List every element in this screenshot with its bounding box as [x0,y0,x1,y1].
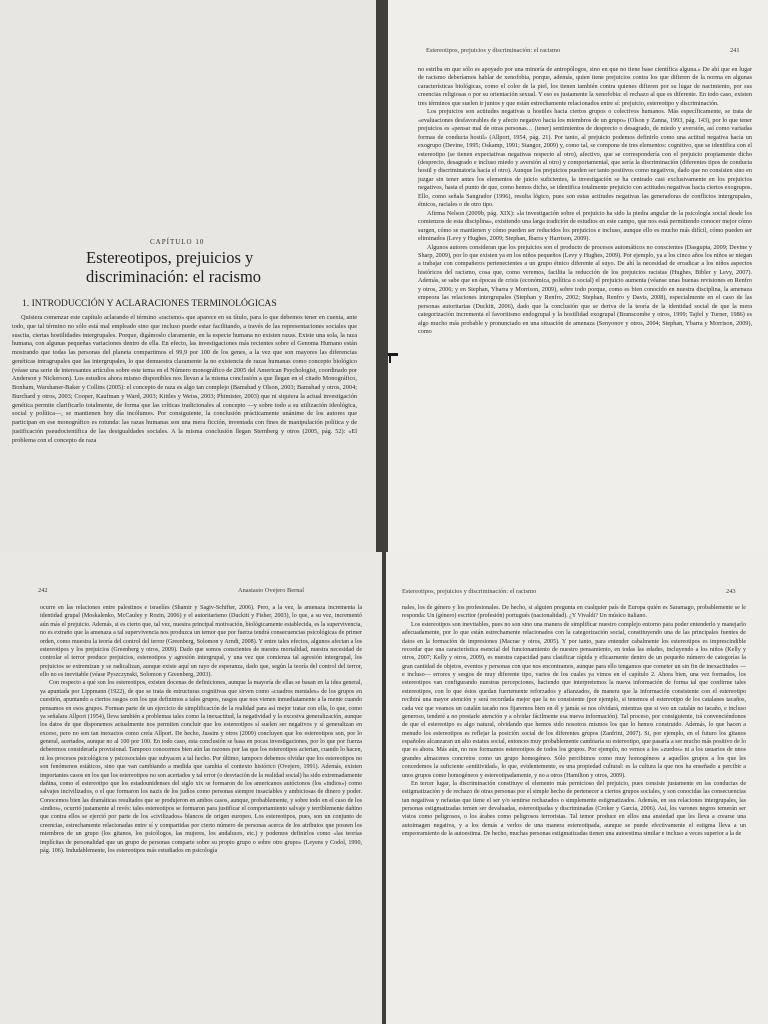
page-body-text [40,604,362,1021]
page-241 [388,0,768,552]
chapter-body-text [12,314,357,548]
page-number: 243 [726,588,736,595]
paragraph: Los prejuicios son actitudes negativas u hostiles hacia ciertos grupos o colectivos humanos. Más específicamente, se trata de «evaluaciones desfavorables de y afecto negativo hacia los miembros de un grupo» (Olson y Zanna, 1993, pág. 143), por lo que tener prejuicios es «pensar mal de otras personas… (tener) sentimientos de desprecio o desagrado, de miedo y aversión, así como variadas formas de conducta hostil» (Allport, 1954, pág. 21). Por tanto, al prejuicio podemos definirlo como una actitud negativa hacia un exogrupo (Devine, 1995; Oskamp, 1991; Stangor, 2009) y, como tal, se compone de tres elementos: cognitivo, que se identifica con el estereotipo (se tienen expectativas negativas respecto al otro), afectivo, que se correspondería con el prejuicio propiamente dicho (desprecio, desagrado e incluso miedo y aversión al otro) y comportamental, que sería la discriminación (diferentes tipos de conducta hostil y discriminatoria hacia el otro). Aunque los prejuicios pueden ser tanto positivos como negativos, dado que no consisten sino en juzgar sin tener antes los elementos de juicio suficientes, la investigación se ha centrado casi exclusivamente en los prejuicios negativos, hasta el punto de que, como hemos dicho, se identifica totalmente prejuicio con actitudes negativas hacia ciertos exogrupos. Ello, como señala Sangrador (1996), resulta lógico, pues son estas actitudes negativas las generadoras de conflictos intergrupales, étnicos, raciales o de otro tipo. [418,108,752,209]
page-number: 241 [730,47,740,54]
paragraph: nales, los de género y los profesionales. De hecho, si alguien pregunta en cualquier país de Europa quién es Saramago, probablemente se le responda: Un (género) escritor (profesión) portugués (nacionalidad). ¿Y Vivaldi? Un músico italiano. [402,605,746,620]
section-title: 1. INTRODUCCIÓN Y ACLARACIONES TERMINOLÓGICAS [22,298,277,309]
running-head: Anastasio Ovejero Bernal [238,587,305,594]
chapter-opening-page [0,0,376,552]
paragraph: no estriba en que sólo es apoyado por una minoría de antropólogos, sino en que no tiene base científica alguna.» De ahí que en lugar de racismo deberíamos hablar de xenofobia, porque, además, quien tiene prejuicios contra los que difieren de la norma en algunas características biológicas, como el color de la piel, los tienen también contra quienes difieren por su lugar de nacimiento, por sus creencias religiosas o por su orientación sexual. Y eso es justamente la xenofobia: el rechazo al que es diferente. En todo caso, existen tres términos que suelen ir juntos y que están estrechamente relacionados entre sí: prejuicio, estereotipo y discriminación. [418,66,752,107]
book-gutter-top [376,0,388,552]
paragraph: Algunos autores consideran que los prejuicios son el producto de procesos automáticos no conscientes (Dasgupta, 2009; Devine y Sharp, 2009), por lo que existen ya en los niños pequeños (Levy y Hughes, 2009). Por ejemplo, ya a los cinco años los niños se niegan a trabajar con compañeros pertenecientes a un grupo étnico diferente al suyo. De ahí la necesidad de erradicar a los niños aspectos históricos del racismo, cosa que, como veremos, facilita la reducción de los prejuicios racistas (Hughes, Bibler y Levy, 2007). Además, se sabe que en épocas de crisis (económica, política o social) el prejuicio aumenta (véanse unas buenas revisiones en Renfro y otros, 2006; y en Stephan, Ybarra y Morrison, 2009), sobre todo porque, como es bien conocido en nuestra disciplina, la amenaza empeora las relaciones intergrupales (Stephan y Renfro, 2002; Stephan, Renfro y Davis, 2008), especialmente en el caso de las personas autoritarias (Duckitt, 2006), dado que la conclusión que se deriva de la teoría de la identidad social de que la mera categorización incrementa el favoritismo endogrupal y la hostilidad exogrupal (Branscombe y otros, 1999; Tajfel y Turner, 1986) es algo mucho más probable y pronunciado en una situación de amenaza (Senyonov y otros, 2004; Stephan, Ybarra y Morrison, 2009), como [418,243,752,336]
page-242 [0,552,382,1024]
registration-mark [388,353,398,356]
chapter-label: CAPÍTULO 10 [150,238,205,246]
paragraph: Afirma Nelson (2009b, pág. XIX): «la investigación sobre el prejuicio ha sido la piedra angular de la psicología social desde los comienzos de esta disciplina», existiendo una larga tradición de estudios en este campo, que nos está permitiendo conocer mejor cómo surgen, cómo se mantienen y cómo pueden ser reducidos los prejuicios e incluso, aunque ello es mucho más difícil, cómo pueden ser eliminados (Levy y Hughes, 2009; Stephan, Ibarra y Harrison, 2009). [418,209,752,243]
paragraph: Los estereotipos son inevitables, pues no son sino una manera de simplificar nuestro complejo entorno para poder entenderlo y manejarlo adecuadamente, por lo que están estrechamente relacionados con la categorización social, constituyendo una de las principales fuentes de datos en la formación de impresiones (Macrae y otros, 2005). Y por tanto, para entender cabalmente los estereotipos es imprescindible recordar que una característica esencial del funcionamiento de nuestro pensamiento, en todas las edades, incluyendo a los niños (Kelly y otros, 2007; Kelly y otros, 2009), es nuestra capacidad para clasificar rápida y eficazmente dentro de un pequeño número de categorías la gran cantidad de objetos, eventos y personas con que nos encontramos, aunque para ello tengamos que cometer un sin fin de inexactitudes —e incluso— errores y sesgos de muy diferente tipo, varios de los cuales ya vimos en el capítulo 2. Ahora bien, una vez formados, los estereotipos van configurando nuestras percepciones, haciendo que interpretemos la nueva información de forma tal que confirme tales estereotipos, con lo que éstos quedan fuertemente reforzados y afianzados, de manera que la información consistente con el estereotipo recibirá una mayor atención y será recordada mejor que la no consistente (por ejemplo, si tenemos el estereotipo de los catalanes tacaños, cada vez que veamos un catalán tacaño nos fijaremos bien en él y jamás se nos olvidará, mientras que si veo un catalán no tacaño, e incluso generoso, tenderé a no prestarle atención y a olvidar fácilmente esa nueva información). Tal proceso, por consiguiente, irá convenciéndonos de que el estereotipo es algo natural, olvidando que hemos sido nosotros mismos los que lo hemos construido. Además, lo que hacen a menudo los estereotipos es reflejar la posición social de los diferentes grupos (Zanfrini, 2007). Si, por ejemplo, en el futuro los gitanos españoles alcanzaran un alto estatus social, entonces muy probablemente cambiaría su estereotipo, que pasaría a ser mucho más positivo de lo que es ahora. Más aún, no nos formamos estereotipos de todos los grupos. Por ejemplo, no vemos a los «zurdos» ni a los usuarios de unos grandes almacenes concretos como un grupo homogéneo. Sólo percibimos como muy homogéneos a aquellos grupos a los que les concedemos la suficiente «entitividad», lo que, evidentemente, es una propiedad cultural: es la cultura la que nos ha enseñado a percibir a unos grupos como homogéneos y estereotipadamente, y no a otros (Hamilton y otros, 2009). [402,621,746,779]
page-243 [386,552,768,1024]
paragraph: Quisiera comenzar este capítulo aclarando el término «racismo» que aparece en su título, para lo que debemos tener en cuenta, ante todo, que tal término no sólo está mal empleado sino que incluso puede estar facilitando, a través de las representaciones sociales que suscita, ciertas hostilidades intergrupales. Porque, digámoslo claramente, en la especie humana no existen razas. Existe una sola, la raza humana, con algunas pequeñas variaciones dentro de ella. En efecto, las investigaciones más recientes sobre el Genoma Humano están mostrando que todas las personas del planeta compartimos el 99,9 por 100 de los genes, a la vez que son mayores las diferencias genéticas intragrupales que las intergrupales, lo que demuestra claramente la no existencia de razas humanas como concepto biológico (véase una serie de interesantes artículos sobre este tema en el Número monográfico de 2005 del American Psychologist, coordinado por Anderson y Nickerson). Los estudios ahora mismo disponibles nos llevan a la misma conclusión a que llegan en el citado Monográfico, Bonham, Warshaner-Baker y Collins (2005): el concepto de raza es algo tan complejo (Bamshad y Olson, 2003; Bamshad y otros, 2004; Burchard y otros, 2003; Cooper, Kaufman y Ward, 2003; Kittles y Weiss, 2003; Phimister, 2003) que ni siquiera la actual investigación genética permite clarificarlo totalmente, de forma que las críticas tradicionales al concepto —y sobre todo a su utilización ideológica, social y política—, se mantienen hoy día incólumes. Por consiguiente, la conclusión prácticamente unánime de los autores que participan en ese monográfico es rotunda: las razas humanas son una mera ficción, inventada con fines de manipulación política y de justificación pseudocientífica de las desigualdades sociales. A la misma conclusión llegan Sternberg y otros (2005, pág. 52): «El problema con el concepto de raza [12,314,357,444]
paragraph: En tercer lugar, la discriminación constituye el elemento más pernicioso del prejuicio, pues consiste justamente en las conductas de estigmatización y de rechazo de otras personas por el simple hecho de pertenecer a ciertos grupos sociales, y son conocidas las consecuencias tan negativas y nefastas que tiene el ser y/o sentirse rechazados o simplemente estigmatizados. Además, en sus relaciones intergrupales, las personas estigmatizadas temen ser devaluadas, estereotipadas y discriminadas (Croker y García, 2006). Así, los varones negros temerán ser vistos como peligrosos, o los árabes como peligrosos terroristas. Tal temor produce en ellos una ansiedad que les lleva a crearse una autoimagen negativa, y a los demás a verlos de una manera estereotipada, aunque se puede efectivamente el estigma lleva a un empeoramiento de la autoestima. De hecho, muchas personas estigmatizadas tienen una autoestima similar e incluso a veces superior a la de [402,780,746,838]
running-head: Estereotipos, prejuicios y discriminación: el racismo [426,47,561,54]
page-body-text [402,604,746,1021]
page-number: 242 [38,587,48,594]
chapter-title: Estereotipos, prejuicios y discriminación: el racismo [86,248,262,286]
paragraph: ocurre en las relaciones entre palestinos e israelíes (Shamir y Sagiv-Schifter, 2006). Pero, a la vez, la amenaza incrementa la identidad grupal (Moskalenko, McCauley y Rozin, 2006) y el autoritarismo (Duckitt y Fisher, 2003), lo que, a su vez, incrementó aún más el prejuicio. Además, si es cierto que, tal vez, nuestra principal motivación, biológicamente establecida, es la supervivencia, no es extraño que la amenaza a tal supervivencia nos produzca un temor que por fuerza tendrá consecuencias psicológicas de primer orden, como muestra la teoría del control del terror (Greenberg, Solomon y Arndt, 2008). Y entre tales efectos, algunos afectan a los estereotipos y los prejuicios (Greenberg y otros, 2009). Dado que somos conscientes de nuestra mortalidad, nuestra necesidad de controlar el terror produce prejuicios, estereotipos y agresión intergrupal, y una vez que comienza tal agresión intergrupal, los prejuicios se extremizan y se radicalizan, aunque existe aquí un rayo de esperanza, dado que, según la teoría del control del terror, ello no es inevitable (véase Pyszczynski, Solomon y Greenberg, 2003). [40,605,362,678]
paragraph: Con respecto a qué son los estereotipos, existen docenas de definiciones, aunque la mayoría de ellas se basan en la idea general, ya apuntada por Lippmann (1922), de que se trata de estructuras cognitivas que sirven como «cuadros mentales» de los grupos en cuestión, apuntando a ciertos rasgos con los que definimos a tales grupos, rasgos que nos vienen inmediatamente a la mente cuando pensamos en esos grupos. Forman parte de un ejercicio de simplificación de la realidad para así mejor tratar con ella, lo que, como ya señalara Allport (1954), lleva también a problemas tales como la inexactitud, la negatividad y la excesiva generalización, aunque los datos de que disponemos actualmente nos permiten concluir que los estereotipos sí suelen ser negativos y sí generalizan en exceso, pero no son tan inexactos como creía Allport. De hecho, Jussim y otros (2009) concluyen que los estereotipos son, por lo general, acertados, aunque no al 100 por 100. En todo caso, esta conclusión se basa en pocas investigaciones, por lo que por fuerza deberemos considerarla provisional. Tampoco conocemos bien aún las razones por las que los estereotipos aciertan, cuando lo hacen, ni los procesos psicológicos y psicosociales que subyacen a tal hecho. Por último, tampoco debemos olvidar que los estereotipos no son fenómenos estáticos, sino que van cambiando a medida que cambia el contexto histórico (Ovejero, 1991). Además, existen importantes casos en los que los estereotipos no son acertados y tal error (o desviación de la realidad social) ha sido extremadamente dañina, como el estereotipo que los estadounidenses del siglo xix se formaron de los americanos autóctonos (los «indios») como salvajes incivilizados, o el que formaron los nazis de los judíos como personas siempre insaciables y ambiciosas de dinero y poder. Conocemos bien las dramáticas resultados que se produjeron en ambos casos, aunque, probablemente, y sobre todo en el caso de los «indios», ocurrió justamente al revés: tales estereotipos se formaron para justificar el comportamiento salvaje y terriblemente dañino que contra ellos se ejerció por parte de los «civilizados» blancos de origen europeo. Los estereotipos, pues, son un conjunto de creencias, estrechamente relacionadas entre sí y compartidas por cierto número de personas acerca de los atributos que poseen los miembros de un grupo (los gitanos, los psicólogos, las mujeres, los andaluces, etc.) y podemos definirlos como «las teorías implícitas de personalidad que un grupo de personas comparte sobre su propio grupo o sobre otro grupo» (Leyens y Codol, 1990, pág. 106). Indudablemente, los estereotipos más estudiados en psicología [40,680,362,854]
running-head: Estereotipos, prejuicios y discriminación: el racismo [402,588,537,595]
page-body-text [418,66,752,524]
